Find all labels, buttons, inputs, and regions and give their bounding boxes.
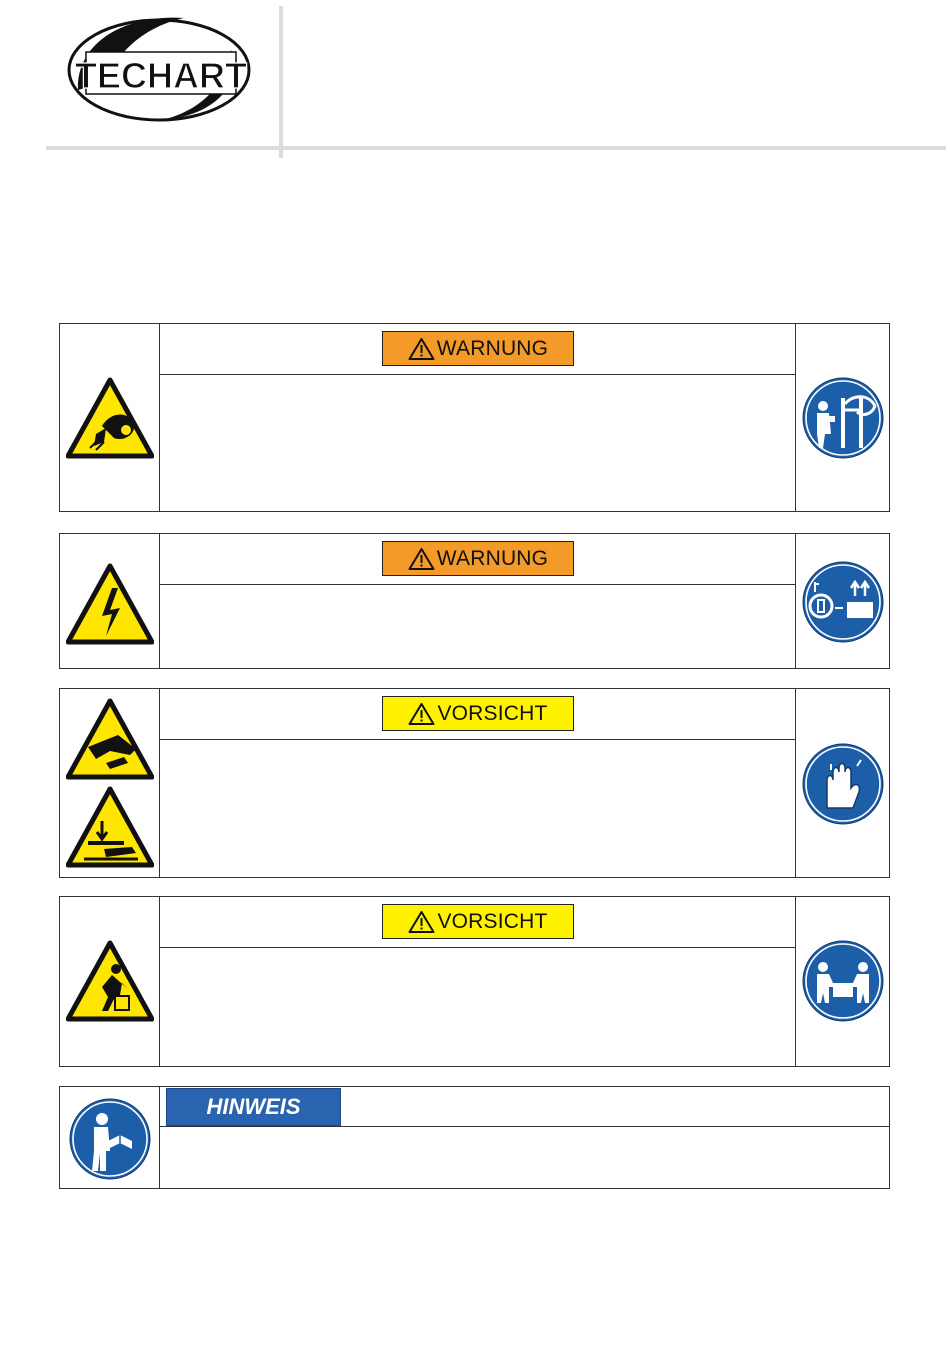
mandatory-column <box>795 534 889 668</box>
heavy-load-hazard-icon <box>66 939 154 1023</box>
read-manual-lift-icon <box>801 376 885 460</box>
warning-banner <box>382 331 574 366</box>
banner-label: VORSICHT <box>437 701 548 725</box>
logo-lettering <box>75 52 247 96</box>
notice-header <box>160 1087 889 1127</box>
two-person-lift-icon <box>801 939 885 1023</box>
notice-badge: HINWEIS <box>166 1088 341 1126</box>
warning-triangle-icon <box>408 547 435 571</box>
panel-header <box>160 534 795 585</box>
header-vertical-divider <box>279 6 283 158</box>
warning-panel-2 <box>59 533 890 669</box>
mandatory-column <box>795 324 889 511</box>
caution-banner <box>382 696 574 731</box>
banner-label: WARNUNG <box>436 546 549 570</box>
hazard-column <box>60 689 160 877</box>
mandatory-column <box>795 689 889 877</box>
warning-triangle-icon <box>408 702 435 726</box>
wear-gloves-icon <box>801 742 885 826</box>
caution-banner <box>382 904 574 939</box>
entanglement-hazard-icon <box>66 376 154 460</box>
banner-label: WARNUNG <box>436 336 549 360</box>
banner-label: VORSICHT <box>437 909 548 933</box>
warning-triangle-icon <box>408 910 435 934</box>
cutting-hazard-icon <box>66 697 154 781</box>
hazard-column <box>60 324 160 511</box>
techart-logo <box>66 12 252 122</box>
svg-text:TECHART: TECHART <box>75 55 247 96</box>
warning-banner <box>382 541 574 576</box>
panel-header <box>160 324 795 375</box>
hazard-column <box>60 897 160 1066</box>
header-horizontal-divider <box>46 146 946 150</box>
mandatory-column <box>795 897 889 1066</box>
electrical-hazard-icon <box>66 562 154 646</box>
hazard-column <box>60 534 160 668</box>
notice-icon-column <box>60 1087 160 1188</box>
caution-panel-1 <box>59 688 890 878</box>
panel-header <box>160 897 795 948</box>
warning-triangle-icon <box>408 337 435 361</box>
warning-panel-1 <box>59 323 890 512</box>
read-manual-icon <box>68 1097 152 1181</box>
notice-panel <box>59 1086 890 1189</box>
crush-hazard-icon <box>66 785 154 869</box>
disconnect-battery-icon <box>801 560 885 644</box>
caution-panel-2 <box>59 896 890 1067</box>
panel-header <box>160 689 795 740</box>
